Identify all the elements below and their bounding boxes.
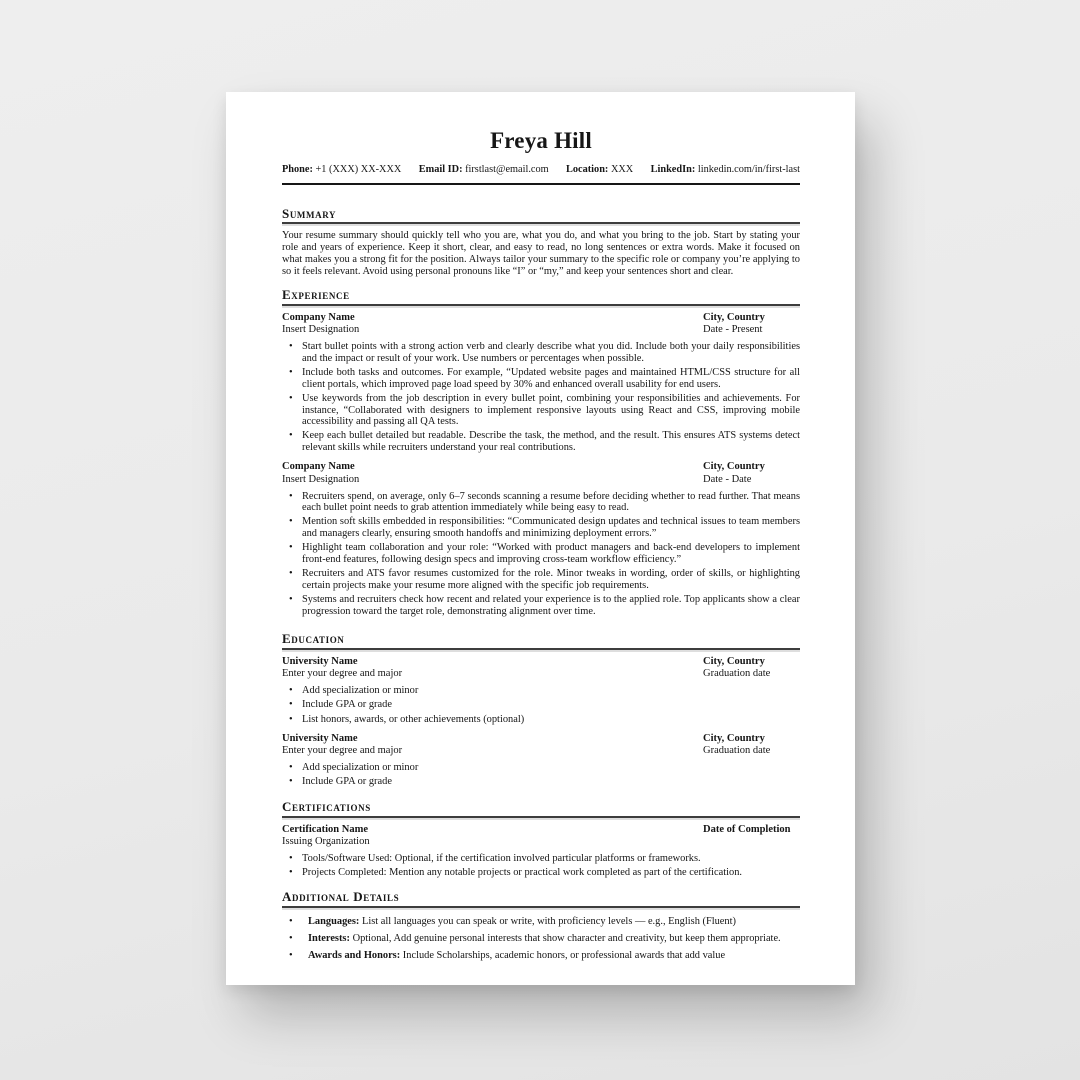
contact-location [566, 164, 633, 176]
bullet-item: • Projects Completed: Mention any notable projects or practical work completed as part of the certification. [282, 867, 800, 879]
certification-bullets [282, 853, 800, 879]
university-location: City, Country [703, 655, 765, 667]
education-entry-2-bullets [282, 762, 800, 788]
company-location: City, Country [703, 311, 765, 323]
experience-entry-2-header [282, 461, 800, 486]
section-title-education: Education [282, 630, 800, 650]
contact-bar [282, 164, 800, 176]
experience-entry-1-header [282, 312, 800, 337]
additional-item-text: Include Scholarships, academic honors, or professional awards that add value [402, 949, 726, 961]
education-entry-2-right [703, 733, 800, 758]
contact-location-value: XXX [610, 164, 634, 176]
additional-item-label: Languages: [308, 915, 360, 927]
company-name: Company Name [282, 311, 355, 323]
completion-date: Date of Completion [703, 823, 791, 835]
additional-item-interests [282, 932, 800, 945]
education-entry-2-header [282, 733, 800, 758]
graduation-date: Graduation date [703, 745, 771, 757]
additional-item-label: Interests: [308, 932, 350, 944]
university-name: University Name [282, 655, 358, 667]
experience-entry-1-bullets [282, 341, 800, 455]
experience-entry-2-right [703, 461, 800, 486]
contact-linkedin-label: LinkedIn: [650, 164, 696, 176]
contact-linkedin-value: linkedin.com/in/first-last [697, 164, 800, 176]
degree: Enter your degree and major [282, 668, 403, 680]
certification-name: Certification Name [282, 823, 369, 835]
experience-entry-2-left [282, 461, 359, 486]
bullet-item: • Recruiters spend, on average, only 6–7 seconds scanning a resume before deciding whether to read further. That means each bullet point needs to grab attention immediately while being easy to read. [282, 491, 800, 515]
summary-text: Your resume summary should quickly tell who you are, what you do, and what you bring to the job. Start by stating your role and years of experience. Keep it short, clear, and easy to read, no long sentences or extra words. Make it focused on what makes you a strong fit for the position. Always tailor your summary to the specific role or company you’re applying to so it feels relevant. Avoid using personal pronouns like “I” or “my,” and keep your sentences short and clear. [282, 230, 800, 278]
certification-entry-right [703, 824, 800, 849]
bullet-item: • Start bullet points with a strong action verb and clearly describe what you did. Include both your daily responsibilities and the impact or result of your work. Use numbers or percentages when possible. [282, 341, 800, 365]
bullet-item: • Mention soft skills embedded in responsibilities: “Communicated design updates and technical issues to team members and managers clearly, ensuring smooth handoffs and minimizing deployment errors.” [282, 516, 800, 540]
section-title-summary: Summary [282, 205, 800, 225]
experience-entry-1-right [703, 312, 800, 337]
designation: Insert Designation [282, 324, 360, 336]
bullet-item: • Keep each bullet detailed but readable. Describe the task, the method, and the result. This ensures ATS systems detect relevant skills while recruiters understand your real contributions. [282, 430, 800, 454]
bullet-item: • Use keywords from the job description in every bullet point, combining your responsibilities and achievements. For instance, “Collaborated with designers to implement responsive layouts using React and CSS, improving mobile accessibility and passing all QA tests. [282, 393, 800, 429]
contact-linkedin [651, 164, 800, 176]
bullet-item: • Systems and recruiters check how recent and related your experience is to the applied role. Top applicants show a clear progression toward the target role, demonstrating alignment over time. [282, 594, 800, 618]
experience-entry-2-bullets [282, 491, 800, 619]
bullet-item: • Highlight team collaboration and your role: “Worked with product managers and back-end developers to implement front-end features, following design specs and improving cross-team workflow efficiency.” [282, 542, 800, 566]
certification-entry-header [282, 824, 800, 849]
education-entry-1-header [282, 656, 800, 681]
additional-item-text: List all languages you can speak or write, with proficiency levels — e.g., English (Fluent) [362, 915, 736, 927]
bullet-item: • Include GPA or grade [282, 776, 800, 788]
resume-page [226, 92, 855, 985]
experience-entry-1-left [282, 312, 359, 337]
contact-email-label: Email ID: [418, 164, 463, 176]
education-entry-2-left [282, 733, 402, 758]
section-title-additional-details: Additional Details [282, 888, 800, 908]
certification-entry-left [282, 824, 370, 849]
contact-phone-value: +1 (XXX) XX-XXX [315, 164, 402, 176]
resume-name: Freya Hill [490, 128, 592, 153]
contact-email [419, 164, 549, 176]
contact-phone [282, 164, 401, 176]
additional-item-languages [282, 915, 800, 928]
issuing-organization: Issuing Organization [282, 836, 370, 848]
education-entry-1-bullets [282, 685, 800, 726]
company-dates: Date - Date [703, 473, 752, 485]
designation: Insert Designation [282, 473, 360, 485]
company-name: Company Name [282, 461, 355, 473]
university-name: University Name [282, 732, 358, 744]
contact-email-value: firstlast@email.com [465, 164, 549, 176]
additional-details-list [282, 915, 800, 962]
bullet-item: • Include GPA or grade [282, 699, 800, 711]
company-dates: Date - Present [703, 324, 763, 336]
university-location: City, Country [703, 732, 765, 744]
bullet-item: • Add specialization or minor [282, 762, 800, 774]
bullet-item: • List honors, awards, or other achievements (optional) [282, 714, 800, 726]
additional-item-awards [282, 949, 800, 962]
bullet-item: • Tools/Software Used: Optional, if the certification involved particular platforms or frameworks. [282, 853, 800, 865]
additional-item-label: Awards and Honors: [308, 949, 401, 961]
bullet-item: • Add specialization or minor [282, 685, 800, 697]
education-entry-1-right [703, 656, 800, 681]
contact-location-label: Location: [566, 164, 609, 176]
bullet-item: • Include both tasks and outcomes. For example, “Updated website pages and maintained HTML/CSS structure for all client portals, which improved page load speed by 30% and enhanced overall usability for end users. [282, 367, 800, 391]
contact-phone-label: Phone: [282, 164, 313, 176]
degree: Enter your degree and major [282, 745, 403, 757]
additional-item-text: Optional, Add genuine personal interests that show character and creativity, but keep them appropriate. [352, 932, 781, 944]
education-entry-1-left [282, 656, 402, 681]
graduation-date: Graduation date [703, 668, 771, 680]
section-title-certifications: Certifications [282, 798, 800, 818]
section-title-experience: Experience [282, 286, 800, 306]
header-divider [282, 183, 800, 185]
company-location: City, Country [703, 461, 765, 473]
bullet-item: • Recruiters and ATS favor resumes customized for the role. Minor tweaks in wording, order of skills, or highlighting certain projects make your resume more aligned with the specific job requirements. [282, 568, 800, 592]
